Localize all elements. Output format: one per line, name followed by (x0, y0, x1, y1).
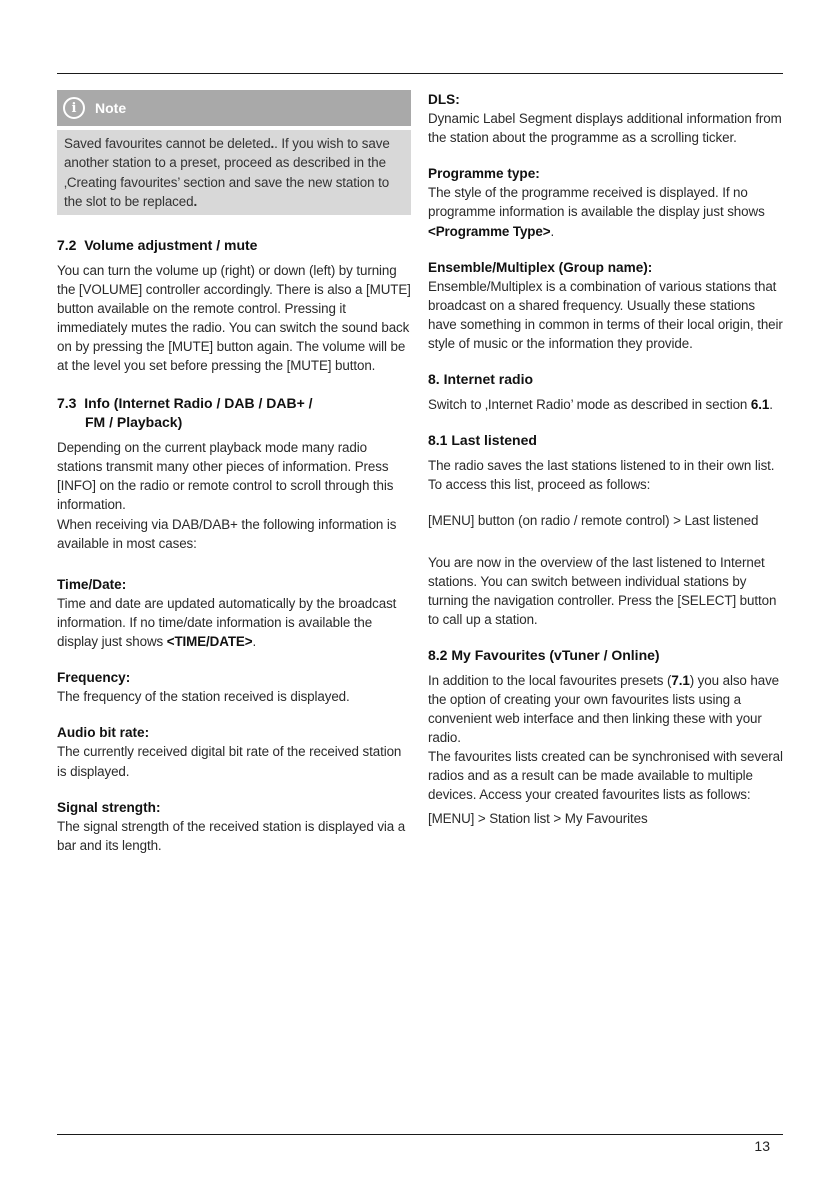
frequency-body: The frequency of the station received is displayed. (57, 689, 350, 705)
right-column (428, 90, 784, 828)
bitrate-heading: Audio bit rate: (57, 725, 150, 741)
programme-type-heading: Programme type: (428, 166, 540, 182)
section-8-2-body-1: In addition to the local favourites presets (7.1) you also have the option of creating your own favourites lists using a convenient web interface and then linking these with your radio. (428, 672, 780, 746)
left-column (57, 90, 411, 855)
dls-body: Dynamic Label Segment displays additional information from the station about the programme as a scrolling ticker. (428, 111, 782, 146)
section-7-3-body-2: When receiving via DAB/DAB+ the following information is available in most cases: (57, 516, 397, 551)
section-8-2-menu-path: [MENU] > Station list > My Favourites (428, 810, 648, 826)
note-header (57, 90, 411, 126)
section-7-2-heading: 7.2 Volume adjustment / mute (57, 236, 258, 253)
signal-heading: Signal strength: (57, 799, 161, 815)
section-8-1-heading: 8.1 Last listened (428, 432, 537, 449)
frequency-heading: Frequency: (57, 670, 131, 686)
note-title: Note (95, 100, 127, 116)
note-body (57, 130, 411, 215)
section-8-1-body-2: You are now in the overview of the last listened to Internet stations. You can switch between individual stations by turning the navigation controller. Press the [SELECT] button to call up a station. (428, 554, 777, 627)
page-number: 13 (754, 1138, 770, 1154)
section-8-body: Switch to ‚Internet Radio’ mode as described in section 6.1. (428, 397, 773, 413)
footer-rule (57, 1134, 783, 1135)
ensemble-heading: Ensemble/Multiplex (Group name): (428, 259, 653, 275)
timedate-heading: Time/Date: (57, 576, 127, 592)
note-box (57, 90, 411, 215)
section-7-3-heading: 7.3 Info (Internet Radio / DAB / DAB+ / FM / Playback) (57, 395, 313, 431)
programme-type-body: The style of the programme received is displayed. If no programme information is available the display just shows <Programme Type>. (428, 185, 765, 239)
header-rule (57, 73, 783, 74)
note-text: Saved favourites cannot be deleted.. If you wish to save another station to a preset, proceed as described in the ‚Creating favourites’ section and save the new station to the slot to be replaced. (64, 136, 390, 210)
section-8-2-heading: 8.2 My Favourites (vTuner / Online) (428, 646, 660, 663)
section-8-heading: 8. Internet radio (428, 371, 534, 388)
section-8-2-body-2: The favourites lists created can be synchronised with several radios and as a result can be made available to multiple devices. Access your created favourites lists as follows: (428, 749, 783, 803)
dls-heading: DLS: (428, 92, 460, 107)
section-7-2-body: You can turn the volume up (right) or down (left) by turning the [VOLUME] controller accordingly. There is also a [MUTE] button available on the remote control. Pressing it immediately mutes the radio. You can switch the sound back on by pressing the [MUTE] button again. The volume will be at the level you set before pressing the [MUTE] button. (57, 262, 411, 374)
bitrate-body: The currently received digital bit rate of the received station is displayed. (57, 744, 402, 779)
section-7-3-body-1: Depending on the current playback mode many radio stations transmit many other pieces of information. Press [INFO] on the radio or remote control to scroll through this information. (57, 440, 394, 513)
timedate-body: Time and date are updated automatically by the broadcast information. If no time/date information is available the display just shows <TIME/DATE>. (57, 595, 397, 650)
section-8-1-menu-path: [MENU] button (on radio / remote control) > Last listened (428, 513, 759, 529)
signal-body: The signal strength of the received station is displayed via a bar and its length. (57, 818, 406, 853)
info-icon: i (63, 97, 85, 119)
ensemble-body: Ensemble/Multiplex is a combination of various stations that broadcast on a shared frequency. Usually these stations have something in common in terms of their local origin, their style of music or the information they provide. (428, 278, 783, 352)
section-8-1-body-1: The radio saves the last stations listened to in their own list. To access this list, proceed as follows: (428, 458, 775, 493)
